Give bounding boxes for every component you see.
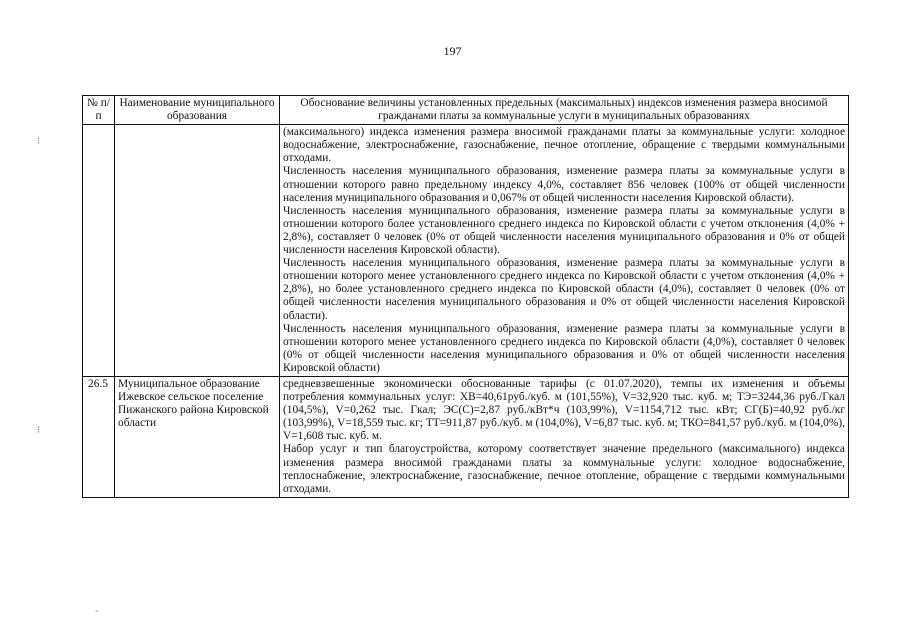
scan-artifact-mark: ⁝: [37, 136, 41, 147]
row-municipality-name: Муниципальное образование Ижевское сельское поселение Пижанского района Кировской области: [115, 376, 280, 497]
row-justification: [280, 376, 849, 497]
justification-paragraph: (максимального) индекса изменения размера вносимой гражданами платы за коммунальные услуги: холодное водоснабжение, электроснабжение, газоснабжение, печное отопление, обращение с твердыми коммунальными отходами.: [283, 126, 845, 165]
row-number: [83, 125, 115, 377]
row-justification: [280, 125, 849, 377]
justification-paragraph: Набор услуг и тип благоустройства, которому соответствует значение предельного (максимального) индекса изменения размера вносимой гражданами платы за коммунальные услуги: холодное водоснабжение, теплоснабжение, электроснабжение, газоснабжение, печное отопление, обращение с твердыми коммунальными отходами.: [283, 443, 845, 495]
header-num: № п/п: [83, 96, 115, 125]
justification-paragraph: средневзвешенные экономически обоснованные тарифы (с 01.07.2020), темпы их изменения и объемы потребления коммунальных услуг: ХВ=40,61руб./куб. м (101,55%), V=32,920 тыс. куб. м; ТЭ=3244,36 руб./Гкал (104,5%), V=0,262 тыс. Гкал; ЭС(С)=2,87 руб./кВт*ч (103,99%), V=1154,712 тыс. кВт; СГ(Б)=40,92 руб./кг (103,99%), V=18,559 тыс. кг; ТТ=911,87 руб./куб. м (104,0%), V=6,87 тыс. куб. м; ТКО=841,57 руб./куб. м (104,0%), V=1,608 тыс. куб. м.: [283, 377, 845, 443]
row-municipality-name: [115, 125, 280, 377]
justification-paragraph: Численность населения муниципального образования, изменение размера платы за коммунальные услуги в отношении которого равно предельному индексу 4,0%, составляет 856 человек (100% от общей численности населения муниципального образования и 0,067% от общей численности населения Кировской области).: [283, 165, 845, 204]
scan-artifact-mark: -: [95, 606, 99, 617]
page-number: 197: [443, 44, 462, 58]
table-header-row: [83, 96, 849, 125]
tariff-justification-table: [82, 95, 849, 498]
justification-paragraph: Численность населения муниципального образования, изменение размера платы за коммунальные услуги в отношении которого более установленного среднего индекса по Кировской области с учетом отклонения (4,0% + 2,8%), составляет 0 человек (0% от общей численности населения муниципального образования и 0% от общей численности населения Кировской области).: [283, 204, 845, 257]
scan-artifact-mark: ⁝: [37, 425, 41, 436]
row-number: 26.5: [83, 376, 115, 497]
table-row: [83, 376, 849, 497]
justification-paragraph: Численность населения муниципального образования, изменение размера платы за коммунальные услуги в отношении которого менее установленного среднего индекса по Кировской области с учетом отклонения (4,0% + 2,8%), но более установленного среднего индекса по Кировской области (4,0%), составляет 0 человек (0% от общей численности населения муниципального образования и 0% от общей численности населения Кировской области).: [283, 257, 845, 322]
table-row: [83, 125, 849, 377]
header-justification: Обоснование величины установленных предельных (максимальных) индексов изменения размера вносимой гражданами платы за коммунальные услуги в муниципальных образованиях: [280, 96, 849, 125]
header-municipality-name: Наименование муниципального образования: [115, 96, 280, 125]
justification-paragraph: Численность населения муниципального образования, изменение размера платы за коммунальные услуги в отношении которого менее установленного среднего индекса по Кировской области (4,0%), составляет 0 человек (0% от общей численности населения муниципального образования и 0% от общей численности населения Кировской области): [283, 322, 845, 374]
